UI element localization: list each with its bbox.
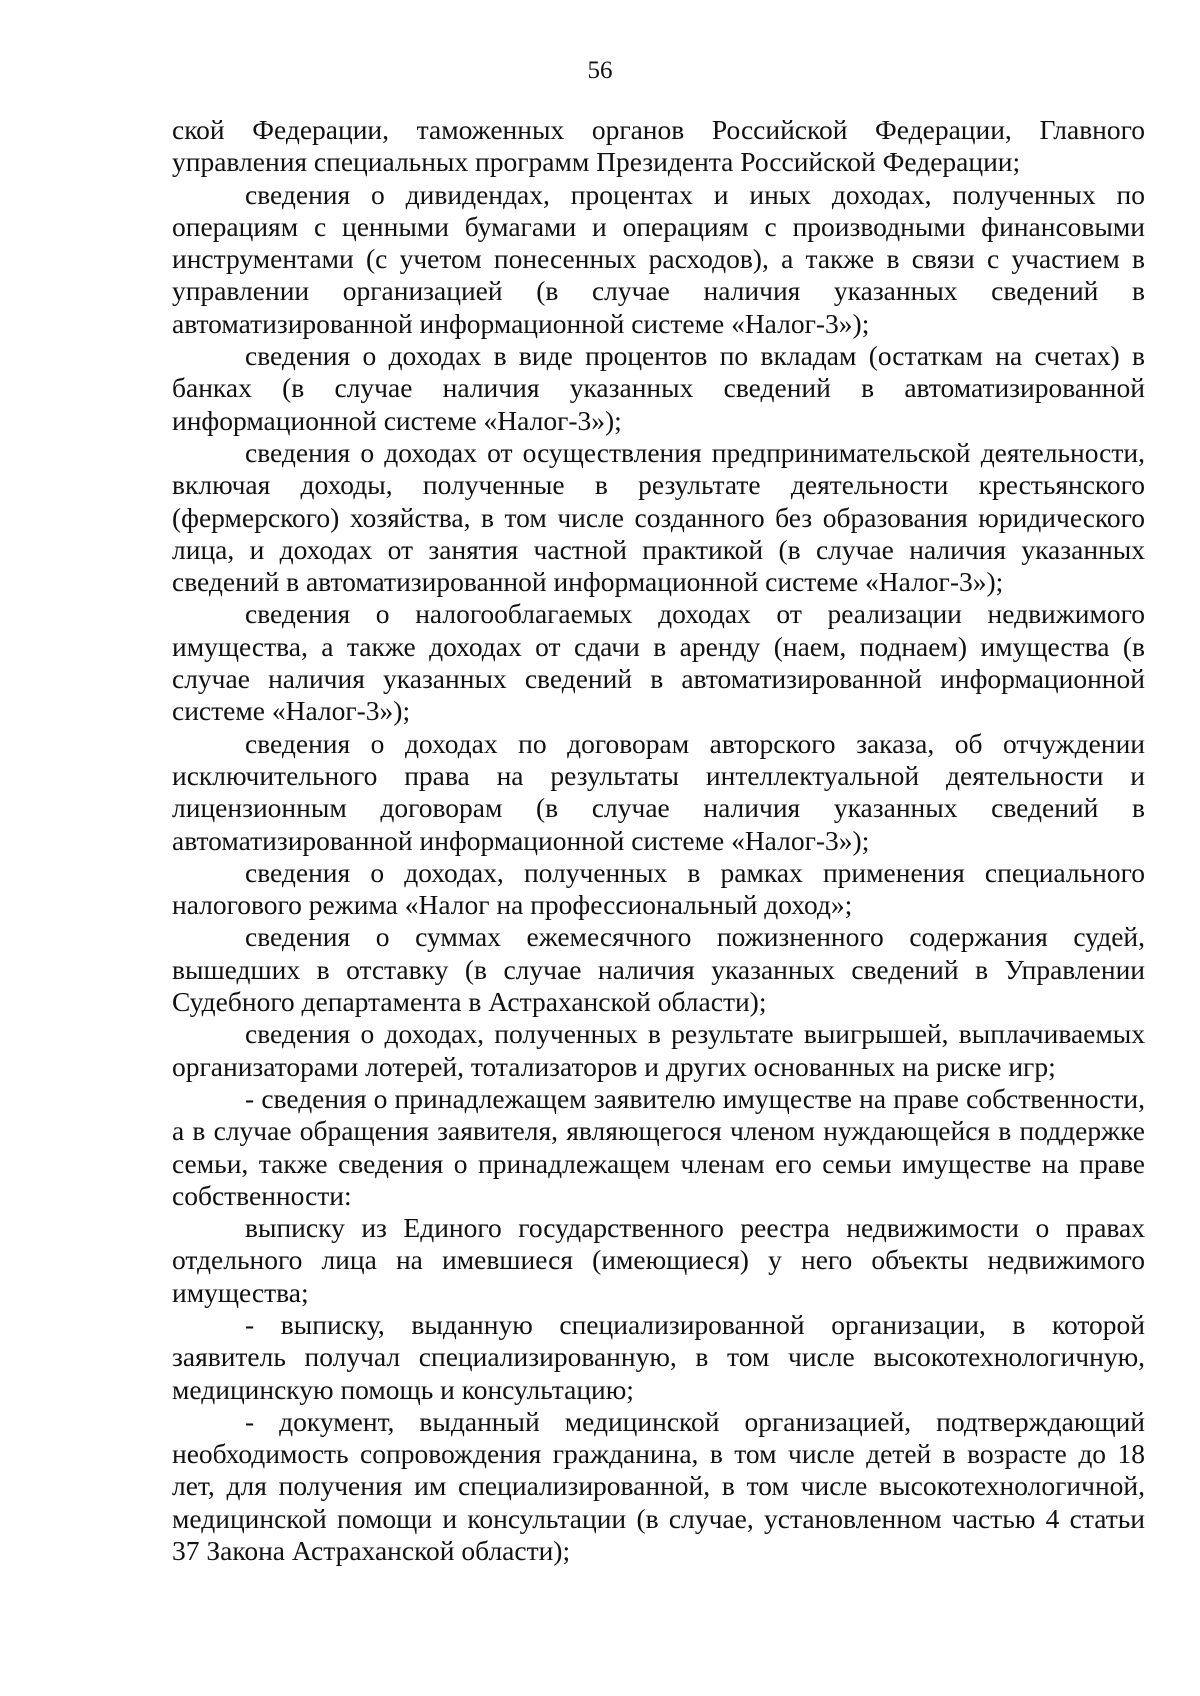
paragraph-continuation: ской Федерации, таможенных органов Российской Федерации, Главного управления специальных программ Президента Российской Федерации; bbox=[172, 114, 1145, 178]
paragraph-real-estate-registry-extract: выписку из Единого государственного реестра недвижимости о правах отдельного лица на имевшиеся (имеющиеся) у него объекты недвижимого имущества; bbox=[172, 1212, 1145, 1308]
document-body bbox=[172, 114, 1145, 1567]
paragraph-property-ownership: - сведения о принадлежащем заявителю имуществе на праве собственности, а в случае обращения заявителя, являющегося членом нуждающейся в поддержке семьи, также сведения о принадлежащем членам его семьи имуществе на праве собственности: bbox=[172, 1082, 1145, 1211]
paragraph-business-income: сведения о доходах от осуществления предпринимательской деятельности, включая доходы, полученные в результате деятельности крестьянского (фермерского) хозяйства, в том числе созданного без образования юридического лица, и доходах от занятия частной практикой (в случае наличия указанных сведений в автоматизированной информационной системе «Налог-3»); bbox=[172, 436, 1145, 598]
paragraph-lottery-winnings: сведения о доходах, полученных в результате выигрышей, выплачиваемых организаторами лотерей, тотализаторов и других основанных на риске игр; bbox=[172, 1018, 1145, 1082]
page-number: 56 bbox=[587, 57, 613, 84]
paragraph-judges-allowance: сведения о суммах ежемесячного пожизненного содержания судей, вышедших в отставку (в случае наличия указанных сведений в Управлении Судебного департамента в Астраханской области); bbox=[172, 921, 1145, 1018]
paragraph-real-estate-income: сведения о налогооблагаемых доходах от реализации недвижимого имущества, а также доходах от сдачи в аренду (наем, поднаем) имущества (в случае наличия указанных сведений в автоматизированной информационной системе «Налог-3»); bbox=[172, 598, 1145, 727]
paragraph-dividends: сведения о дивидендах, процентах и иных доходах, полученных по операциям с ценными бумагами и операциям с производными финансовыми инструментами (с учетом понесенных расходов), а также в связи с участием в управлении организацией (в случае наличия указанных сведений в автоматизированной информационной системе «Налог-3»); bbox=[172, 178, 1145, 339]
paragraph-professional-income-tax: сведения о доходах, полученных в рамках применения специального налогового режима «Налог на профессиональный доход»; bbox=[172, 856, 1145, 921]
paragraph-medical-escort-document: - документ, выданный медицинской организацией, подтверждающий необходимость сопровождения гражданина, в том числе детей в возрасте до 18 лет, для получения им специализированной, в том числе высокотехнологичной, медицинской помощи и консультации (в случае, установленном частью 4 статьи 37 Закона Астраханской области); bbox=[172, 1405, 1145, 1567]
paragraph-author-contracts: сведения о доходах по договорам авторского заказа, об отчуждении исключительного права на результаты интеллектуальной деятельности и лицензионным договорам (в случае наличия указанных сведений в автоматизированной информационной системе «Налог-3»); bbox=[172, 727, 1145, 856]
paragraph-deposit-interest: сведения о доходах в виде процентов по вкладам (остаткам на счетах) в банках (в случае наличия указанных сведений в автоматизированной информационной системе «Налог-3»); bbox=[172, 340, 1145, 436]
paragraph-specialized-organization-extract: - выписку, выданную специализированной организации, в которой заявитель получал специализированную, в том числе высокотехнологичную, медицинскую помощь и консультацию; bbox=[172, 1308, 1145, 1405]
